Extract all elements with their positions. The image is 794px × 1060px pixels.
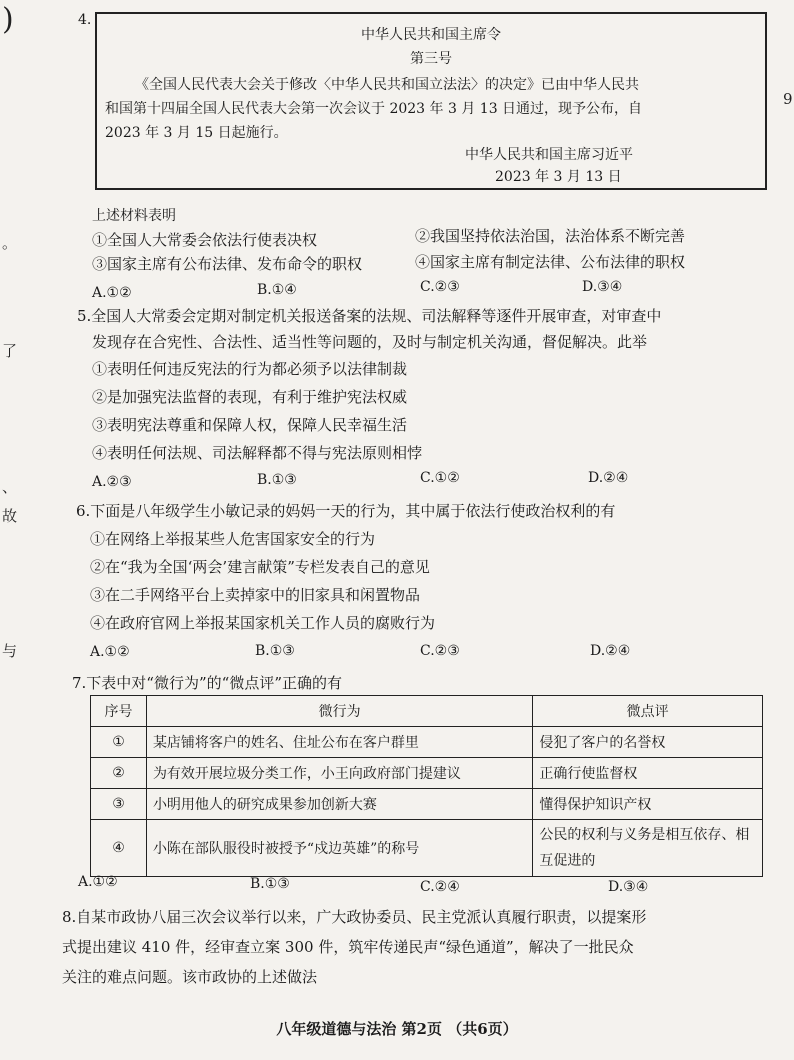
q7-option-b: B.①③ <box>250 876 290 892</box>
table-row <box>91 758 763 789</box>
row-comment: 公民的权利与义务是相互依存、相互促进的 <box>533 820 763 877</box>
decree-body-line2: 和国第十四届全国人民代表大会第一次会议于 2023 年 3 月 13 日通过，现予公布，自 <box>105 101 643 117</box>
q6-option-a: A.①② <box>90 644 130 660</box>
edge-mark-gu: 故 <box>2 507 18 525</box>
q7-option-c: C.②④ <box>420 879 460 895</box>
q5-option-c: C.①② <box>420 470 460 486</box>
q4-stem: 上述材料表明 <box>92 208 176 224</box>
table-row <box>91 789 763 820</box>
table-header-row <box>91 696 763 727</box>
row-act: 某店铺将客户的姓名、住址公布在客户群里 <box>146 727 532 758</box>
q6-item-3: ③在二手网络平台上卖掉家中的旧家具和闲置物品 <box>90 586 421 604</box>
page-footer: 八年级道德与法治 第2页 （共6页） <box>276 1020 518 1038</box>
decree-title: 中华人民共和国主席令 <box>361 27 501 43</box>
q5-option-d: D.②④ <box>588 470 629 486</box>
row-no: ① <box>91 727 147 758</box>
q8-line3: 关注的难点问题。该市政协的上述做法 <box>62 968 318 986</box>
q4-item-2: ②我国坚持依法治国，法治体系不断完善 <box>415 227 686 245</box>
q6-option-b: B.①③ <box>255 643 295 659</box>
edge-mark-yu: 与 <box>2 642 18 660</box>
header-act: 微行为 <box>146 696 532 727</box>
edge-mark-paren: ) <box>2 2 14 37</box>
q4-item-3: ③国家主席有公布法律、发布命令的职权 <box>92 255 363 273</box>
row-no: ④ <box>91 820 147 877</box>
header-no: 序号 <box>91 696 147 727</box>
q6-item-4: ④在政府官网上举报某国家机关工作人员的腐败行为 <box>90 614 436 632</box>
q5-line2: 发现存在合宪性、合法性、适当性等问题的，及时与制定机关沟通，督促解决。此举 <box>92 333 648 351</box>
decree-subtitle: 第三号 <box>410 51 452 67</box>
q4-option-b: B.①④ <box>257 282 297 298</box>
row-comment: 侵犯了客户的名誉权 <box>533 727 763 758</box>
q6-option-c: C.②③ <box>420 643 460 659</box>
q6-option-d: D.②④ <box>590 643 631 659</box>
q4-option-c: C.②③ <box>420 279 460 295</box>
q6-line1: 6.下面是八年级学生小敏记录的妈妈一天的行为，其中属于依法行使政治权利的有 <box>76 502 616 520</box>
q4-option-a: A.①② <box>92 285 132 301</box>
q5-item-3: ③表明宪法尊重和保障人权，保障人民幸福生活 <box>92 416 408 434</box>
row-no: ② <box>91 758 147 789</box>
q8-line1: 8.自某市政协八届三次会议举行以来，广大政协委员、民主党派认真履行职责，以提案形 <box>62 908 647 926</box>
decree-date: 2023 年 3 月 13 日 <box>495 169 622 185</box>
edge-mark-period: 。 <box>2 234 18 252</box>
q8-line2: 式提出建议 410 件，经审查立案 300 件，筑牢传递民声“绿色通道”，解决了一批民众 <box>62 938 634 956</box>
row-act: 小明用他人的研究成果参加创新大赛 <box>146 789 532 820</box>
q6-item-1: ①在网络上举报某些人危害国家安全的行为 <box>90 530 376 548</box>
header-comment: 微点评 <box>533 696 763 727</box>
edge-mark-comma: 、 <box>2 478 18 496</box>
q4-number: 4. <box>78 12 92 28</box>
row-no: ③ <box>91 789 147 820</box>
table-row <box>91 727 763 758</box>
q5-option-a: A.②③ <box>92 474 132 490</box>
q6-item-2: ②在“我为全国‘两会’建言献策”专栏发表自己的意见 <box>90 558 430 576</box>
decree-signature: 中华人民共和国主席习近平 <box>465 147 633 163</box>
decree-box <box>95 12 767 190</box>
edge-mark-le: 了 <box>2 342 18 360</box>
q5-item-4: ④表明任何法规、司法解释都不得与宪法原则相悖 <box>92 444 423 462</box>
q4-item-1: ①全国人大常委会依法行使表决权 <box>92 231 318 249</box>
q4-option-d: D.③④ <box>582 279 623 295</box>
row-act: 小陈在部队服役时被授予“戍边英雄”的称号 <box>146 820 532 877</box>
decree-body-line1: 《全国人民代表大会关于修改〈中华人民共和国立法法〉的决定》已由中华人民共 <box>135 77 639 93</box>
q7-option-d: D.③④ <box>608 879 649 895</box>
q7-line1: 7.下表中对“微行为”的“微点评”正确的有 <box>72 674 342 692</box>
q5-item-2: ②是加强宪法监督的表现，有利于维护宪法权威 <box>92 388 408 406</box>
row-comment: 懂得保护知识产权 <box>533 789 763 820</box>
q5-option-b: B.①③ <box>257 472 297 488</box>
row-comment: 正确行使监督权 <box>533 758 763 789</box>
row-act: 为有效开展垃圾分类工作，小王向政府部门提建议 <box>146 758 532 789</box>
q7-table <box>90 695 763 877</box>
table-row <box>91 820 763 877</box>
edge-mark-right: 9 <box>783 90 793 108</box>
q4-item-4: ④国家主席有制定法律、公布法律的职权 <box>415 253 686 271</box>
q5-item-1: ①表明任何违反宪法的行为都必须予以法律制裁 <box>92 360 408 378</box>
q7-option-a: A.①② <box>78 874 118 890</box>
q5-line1: 5.全国人大常委会定期对制定机关报送备案的法规、司法解释等逐件开展审查，对审查中 <box>77 307 662 325</box>
decree-body-line3: 2023 年 3 月 15 日起施行。 <box>105 125 288 141</box>
